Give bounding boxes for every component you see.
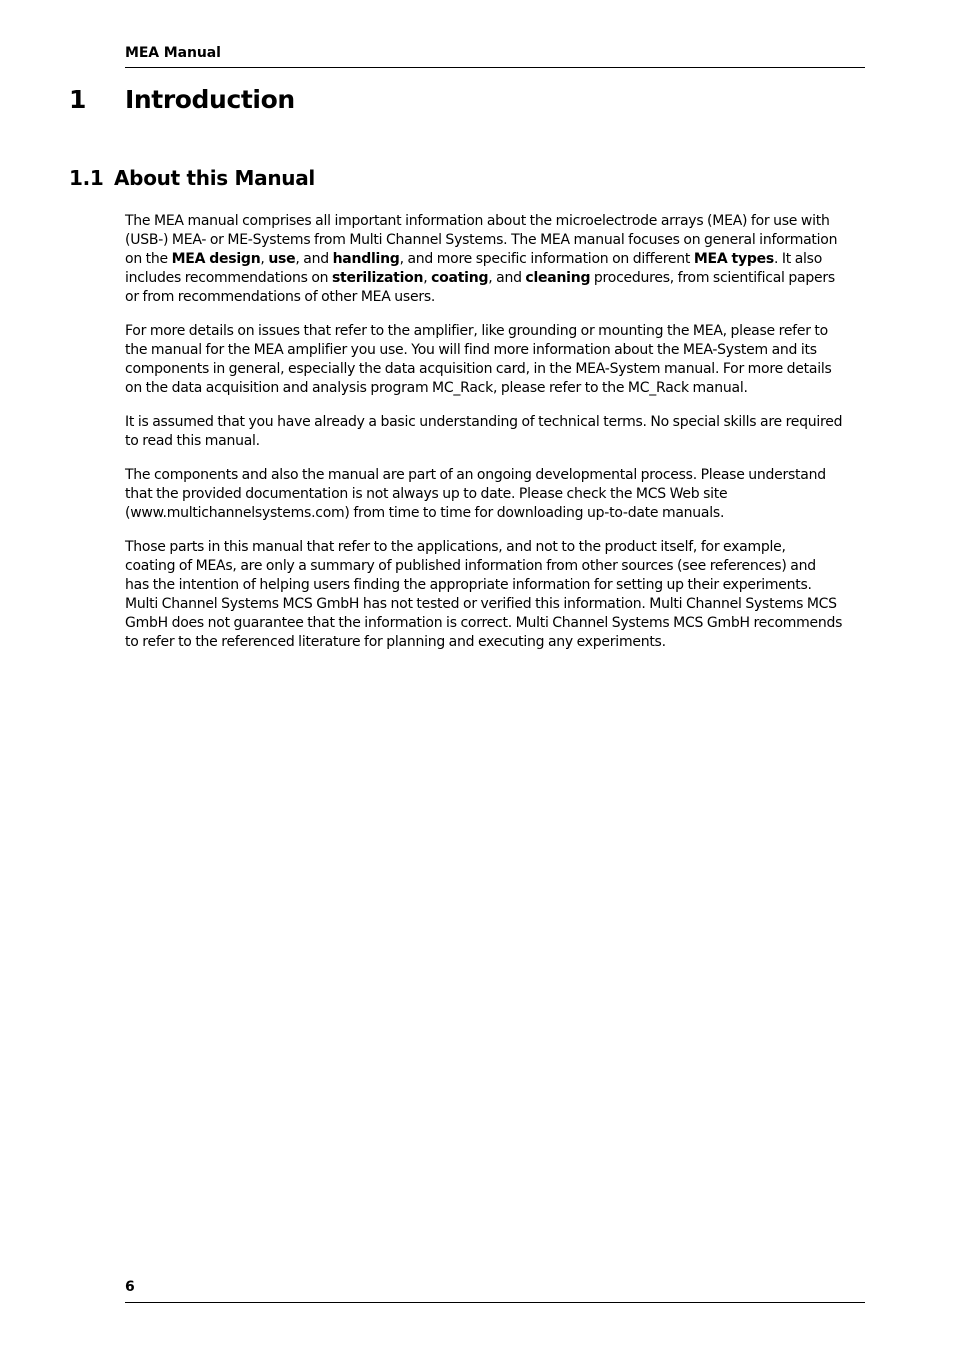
text-run: , and more specific information on different (399, 251, 694, 267)
paragraph-prerequisites (125, 413, 867, 451)
footer-rule (125, 1302, 865, 1303)
text-line: Multi Channel Systems MCS GmbH has not tested or verified this information. Multi Channel Systems MCS (125, 596, 837, 612)
text-line: The components and also the manual are part of an ongoing developmental process. Please understand (125, 467, 826, 483)
text-line (125, 269, 867, 288)
text-line: the manual for the MEA amplifier you use. You will find more information about the MEA-System and its (125, 342, 817, 358)
chapter-number: 1 (69, 85, 86, 114)
paragraph-further-details (125, 322, 867, 398)
emphasis-sterilization: sterilization (331, 270, 424, 286)
text-run: . It also (773, 251, 823, 267)
emphasis-mea-design: MEA design (171, 251, 261, 267)
text-run: includes recommendations on (125, 270, 332, 286)
paragraph-disclaimer (125, 538, 867, 652)
section-number: 1.1 (69, 166, 104, 190)
chapter-title: Introduction (125, 85, 295, 114)
paragraph-updates (125, 466, 867, 523)
section-heading (69, 166, 315, 190)
text-run: , (260, 251, 269, 267)
paragraph-about-manual (125, 212, 867, 307)
emphasis-coating: coating (431, 270, 489, 286)
text-line: to refer to the referenced literature for planning and executing any experiments. (125, 634, 666, 650)
text-line: GmbH does not guarantee that the information is correct. Multi Channel Systems MCS GmbH recommends (125, 615, 843, 631)
body-text (125, 212, 867, 667)
header-rule (125, 67, 865, 68)
text-line (125, 250, 867, 269)
text-line: For more details on issues that refer to the amplifier, like grounding or mounting the MEA, please refer to (125, 323, 828, 339)
emphasis-mea-types: MEA types (693, 251, 774, 267)
chapter-heading (69, 85, 295, 114)
text-line: on the data acquisition and analysis program MC_Rack, please refer to the MC_Rack manual. (125, 380, 748, 396)
text-line: It is assumed that you have already a basic understanding of technical terms. No special skills are required (125, 414, 843, 430)
page-number: 6 (125, 1279, 135, 1295)
text-line: that the provided documentation is not always up to date. Please check the MCS Web site (125, 486, 728, 502)
text-line: coating of MEAs, are only a summary of published information from other sources (see references) and (125, 558, 816, 574)
text-run: , and (295, 251, 333, 267)
text-run: on the (125, 251, 172, 267)
text-run: , and (488, 270, 526, 286)
section-title: About this Manual (114, 166, 315, 190)
text-line: has the intention of helping users finding the appropriate information for setting up their experiments. (125, 577, 812, 593)
text-line: or from recommendations of other MEA users. (125, 289, 436, 305)
text-line: components in general, especially the data acquisition card, in the MEA-System manual. For more details (125, 361, 832, 377)
emphasis-use: use (268, 251, 296, 267)
text-line: (USB-) MEA- or ME-Systems from Multi Channel Systems. The MEA manual focuses on general information (125, 232, 838, 248)
text-line: The MEA manual comprises all important information about the microelectrode arrays (MEA) for use with (125, 213, 830, 229)
text-run: procedures, from scientifical papers (590, 270, 835, 286)
text-line: (www.multichannelsystems.com) from time to time for downloading up-to-date manuals. (125, 505, 725, 521)
text-run: , (423, 270, 432, 286)
text-line: to read this manual. (125, 433, 260, 449)
emphasis-handling: handling (332, 251, 400, 267)
emphasis-cleaning: cleaning (525, 270, 591, 286)
text-line: Those parts in this manual that refer to the applications, and not to the product itself, for example, (125, 539, 786, 555)
running-header: MEA Manual (125, 45, 221, 61)
